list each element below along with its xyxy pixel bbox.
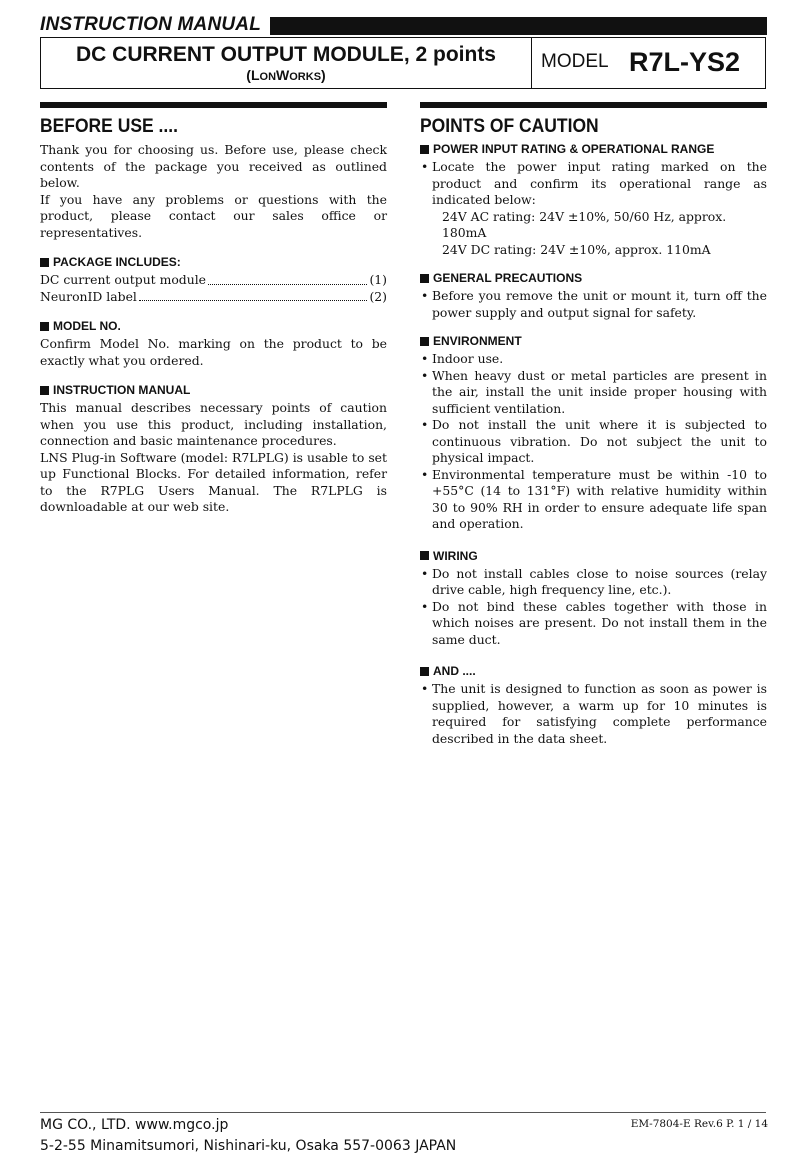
package-item-name: NeuronID label bbox=[40, 288, 137, 304]
square-bullet-icon bbox=[420, 337, 429, 346]
power-list bbox=[420, 159, 767, 209]
package-item bbox=[40, 272, 387, 289]
list-item: • Locate the power input rating marked on the product and confirm its operational range as indicated below: bbox=[420, 159, 767, 209]
square-bullet-icon bbox=[420, 551, 429, 560]
square-bullet-icon bbox=[420, 667, 429, 676]
and-list bbox=[420, 681, 767, 747]
right-column bbox=[420, 102, 767, 747]
footer-address: 5-2-55 Minamitsumori, Nishinari-ku, Osaka 557-0063 JAPAN bbox=[40, 1138, 457, 1154]
subtitle-W: W bbox=[276, 67, 290, 83]
environment-heading-text: ENVIRONMENT bbox=[433, 334, 522, 348]
subtitle-on: ON bbox=[259, 71, 277, 83]
title-box bbox=[40, 37, 766, 89]
instruction-manual-heading-text: INSTRUCTION MANUAL bbox=[53, 383, 191, 397]
before-use-title: BEFORE USE .... bbox=[40, 116, 178, 137]
square-bullet-icon bbox=[420, 145, 429, 154]
intro-paragraph-2: If you have any problems or questions with the product, please contact our sales office or representatives. bbox=[40, 191, 387, 240]
model-no-text: Confirm Model No. marking on the product to be exactly what you ordered. bbox=[40, 336, 387, 368]
header-bar bbox=[270, 17, 767, 35]
list-item: • Do not bind these cables together with those in which noises are present. Do not install them in the same duct. bbox=[420, 599, 767, 649]
ac-rating: 24V AC rating: 24V ±10%, 50/60 Hz, approx. 180mA bbox=[442, 208, 727, 240]
wiring-heading-text: WIRING bbox=[433, 548, 478, 563]
dc-rating: 24V DC rating: 24V ±10%, approx. 110mA bbox=[442, 241, 711, 257]
list-item: • Do not install the unit where it is subjected to continuous vibration. Do not subject the unit to physical impact. bbox=[420, 417, 767, 467]
list-item: • Before you remove the unit or mount it, turn off the power supply and output signal for safety. bbox=[420, 288, 767, 321]
power-heading-text: POWER INPUT RATING & OPERATIONAL RANGE bbox=[433, 142, 715, 156]
subtitle-orks: ORKS bbox=[289, 71, 322, 83]
list-item: • Do not install cables close to noise sources (relay drive cable, high frequency line, etc.). bbox=[420, 566, 767, 599]
list-item: • When heavy dust or metal particles are present in the air, install the unit inside proper housing with sufficient ventilation. bbox=[420, 368, 767, 418]
package-item-name: DC current output module bbox=[40, 272, 207, 287]
wiring-list bbox=[420, 566, 767, 649]
manual-paragraph-2: LNS Plug-in Software (model: R7LPLG) is usable to set up Functional Blocks. For detailed information, refer to the R7PLG Users Manual. The R7LPLG is downloadable at our web site. bbox=[40, 449, 387, 514]
product-subtitle bbox=[41, 67, 531, 86]
manual-paragraph-1: This manual describes necessary points of caution when you use this product, including installation, connection and basic maintenance procedures. bbox=[40, 400, 387, 448]
list-item: • The unit is designed to function as soon as power is supplied, however, a warm up for 10 minutes is required for satisfying complete performance described in the data sheet. bbox=[420, 681, 767, 747]
subtitle-L: L bbox=[250, 67, 260, 83]
footer-rule bbox=[40, 1112, 766, 1113]
model-label: MODEL bbox=[541, 51, 609, 72]
square-bullet-icon bbox=[420, 274, 429, 283]
list-item: • Environmental temperature must be within -10 to +55°C (14 to 131°F) with relative humidity within 30 to 90% RH in order to ensure adequate life span and operation. bbox=[420, 467, 767, 533]
square-bullet-icon bbox=[40, 258, 49, 267]
model-no-heading bbox=[40, 319, 387, 333]
model-no-heading-text: MODEL NO. bbox=[53, 319, 121, 333]
and-heading-text: AND .... bbox=[433, 664, 476, 678]
leader-dots bbox=[208, 272, 367, 285]
square-bullet-icon bbox=[40, 322, 49, 331]
general-list bbox=[420, 288, 767, 321]
instruction-manual-heading bbox=[40, 383, 387, 397]
footer-company: MG CO., LTD. www.mgco.jp bbox=[40, 1117, 229, 1133]
environment-heading bbox=[420, 334, 767, 348]
subtitle-close: ) bbox=[321, 67, 326, 83]
subtitle-open: ( bbox=[246, 67, 251, 83]
model-number: R7L-YS2 bbox=[629, 47, 741, 77]
environment-list bbox=[420, 351, 767, 533]
leader-dots bbox=[139, 289, 368, 302]
footer-doc-ref: EM-7804-E Rev.6 P. 1 / 14 bbox=[630, 1118, 768, 1130]
left-column bbox=[40, 102, 387, 516]
package-heading bbox=[40, 255, 387, 269]
general-heading bbox=[420, 271, 767, 285]
and-heading bbox=[420, 664, 767, 678]
package-heading-text: PACKAGE INCLUDES: bbox=[53, 255, 181, 269]
list-item: • Indoor use. bbox=[420, 351, 767, 368]
title-cell bbox=[41, 38, 532, 88]
wiring-heading bbox=[420, 549, 767, 563]
column-rule bbox=[420, 102, 767, 108]
power-heading bbox=[420, 142, 767, 156]
intro-paragraph-1: Thank you for choosing us. Before use, please check contents of the package you received as outlined below. bbox=[40, 142, 387, 190]
package-item bbox=[40, 289, 387, 306]
manual-label: INSTRUCTION MANUAL bbox=[40, 14, 262, 35]
package-item-qty: (2) bbox=[369, 288, 387, 304]
product-title: DC CURRENT OUTPUT MODULE, 2 points bbox=[76, 43, 496, 66]
points-of-caution-title: POINTS OF CAUTION bbox=[420, 116, 599, 137]
general-heading-text: GENERAL PRECAUTIONS bbox=[433, 271, 583, 285]
package-item-qty: (1) bbox=[369, 272, 387, 287]
square-bullet-icon bbox=[40, 386, 49, 395]
column-rule bbox=[40, 102, 387, 108]
